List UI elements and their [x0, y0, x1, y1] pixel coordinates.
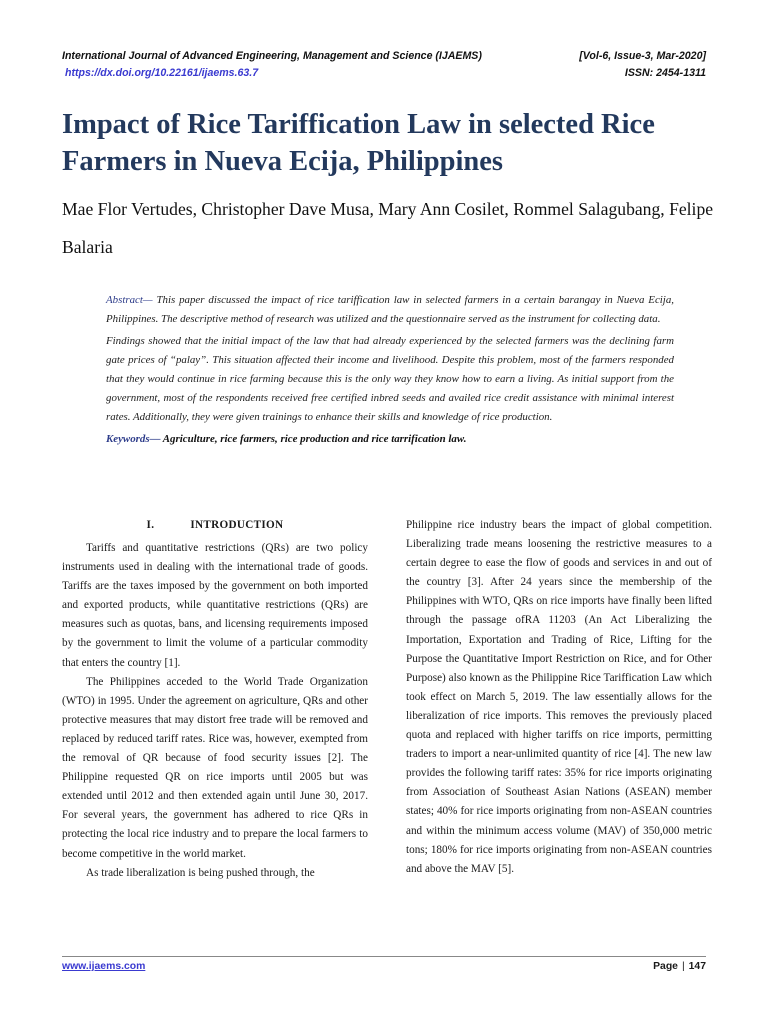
intro-paragraph-3: As trade liberalization is being pushed through, the	[86, 866, 315, 879]
abstract-dash: —	[142, 294, 157, 306]
section-title: INTRODUCTION	[190, 519, 284, 531]
left-column	[62, 516, 368, 883]
abstract-text-1: This paper discussed the impact of rice tariffication law in selected farmers in a certain barangay in Nueva Ecija, Philippines. The descriptive method of research was utilized and the questionnaire served as the instrument for collecting data.	[106, 294, 675, 325]
page-separator: |	[681, 961, 685, 972]
page-footer	[62, 956, 706, 972]
paper-title: Impact of Rice Tariffication Law in selected Rice Farmers in Nueva Ecija, Philippines	[62, 109, 655, 177]
keywords-text: Agriculture, rice farmers, rice production and rice tarrification law.	[162, 433, 467, 445]
keywords-label: Keywords	[106, 433, 150, 445]
journal-header	[62, 48, 706, 82]
intro-paragraph-2: The Philippines acceded to the World Trade Organization (WTO) in 1995. Under the agreement on agriculture, QRs and other protective measures that may distort free trade will be removed and replaced by reduced tariff rates. Rice was, however, exempted from the removal of QR because of food security issues [2]. The Philippine requested QR on rice imports until 2005 but was extended until 2012 and then extended again until June 30, 2017. For several years, the government has adhered to rice QRs in protecting the local rice industry and to prepare the local farmers to become competitive in the world market.	[62, 675, 368, 860]
intro-paragraph-continued: Philippine rice industry bears the impact of global competition. Liberalizing trade means loosening the restrictive measures to a certain degree to ease the flow of goods and services in and out of the country [3]. After 24 years since the membership of the Philippines with WTO, QRs on rice imports have finally been lifted through the passage ofRA 11203 (An Act Liberalizing the Importation, Exportation and Trading of Rice, Lifting for the Purpose the Quantitative Import Restriction on Rice, and for Other Purpose) also known as the Philippine Rice Tariffication Law which took effect on March 5, 2019. The law essentially allows for the liberalization of rice imports. This removes the previously placed quota and replaced with higher tariffs on rice imports, permitting traders to import a near-unlimited quantity of rice [4]. The new law provides the following tariff rates: 35% for rice imports originating from Association of Southeast Asian Nations (ASEAN) member states; 40% for rice imports originating from non-ASEAN countries and within the minimum access volume (MAV) of 350,000 metric tons; 180% for rice imports originating from non-ASEAN countries and above the MAV [5].	[406, 519, 712, 875]
keywords-dash: —	[149, 433, 163, 445]
journal-header-line-2	[62, 65, 706, 82]
right-column	[406, 516, 712, 879]
journal-name: International Journal of Advanced Engineering, Management and Science (IJAEMS)	[62, 50, 482, 62]
page-number: 147	[688, 961, 706, 972]
doi-link[interactable]: https://dx.doi.org/10.22161/ijaems.63.7	[65, 67, 259, 79]
section-heading-introduction	[62, 516, 368, 535]
page-label: Page	[653, 961, 678, 972]
journal-header-line-1	[62, 48, 706, 65]
section-number: I.	[146, 519, 155, 531]
abstract-label: Abstract	[106, 294, 143, 306]
abstract-paragraph-1	[106, 291, 674, 329]
issue-info: [Vol-6, Issue-3, Mar-2020]	[579, 50, 706, 62]
page-number-block	[653, 961, 706, 972]
website-link[interactable]: www.ijaems.com	[62, 961, 146, 972]
author-list: Mae Flor Vertudes, Christopher Dave Musa, Mary Ann Cosilet, Rommel Salagubang, Felipe Balaria	[62, 199, 714, 257]
intro-paragraph-1: Tariffs and quantitative restrictions (QRs) are two policy instruments used in dealing with the international trade of goods. Tariffs are the taxes imposed by the government on both imported and exported products, while quantitative restrictions (QRs) are measures such as quotas, bans, and licensing requirements imposed by the government to limit the volume of a particular commodity that enters the country [1].	[62, 542, 368, 669]
abstract-block	[106, 291, 674, 452]
abstract-paragraph-2: Findings showed that the initial impact of the law that had already experienced by the selected farmers was the declining farm gate prices of “palay”. This situation affected their income and livelihood. Despite this problem, most of the farmers responded that they would continue in rice farming because this is the only way they know how to earn a living. As initial support from the government, most of the respondents received free certified inbred seeds and availed rice credit assistance with minimal interest rates. Additionally, they were given trainings to enhance their skills and knowledge of rice production.	[106, 335, 674, 423]
issn: ISSN: 2454-1311	[624, 67, 706, 79]
keywords-line	[106, 430, 674, 449]
